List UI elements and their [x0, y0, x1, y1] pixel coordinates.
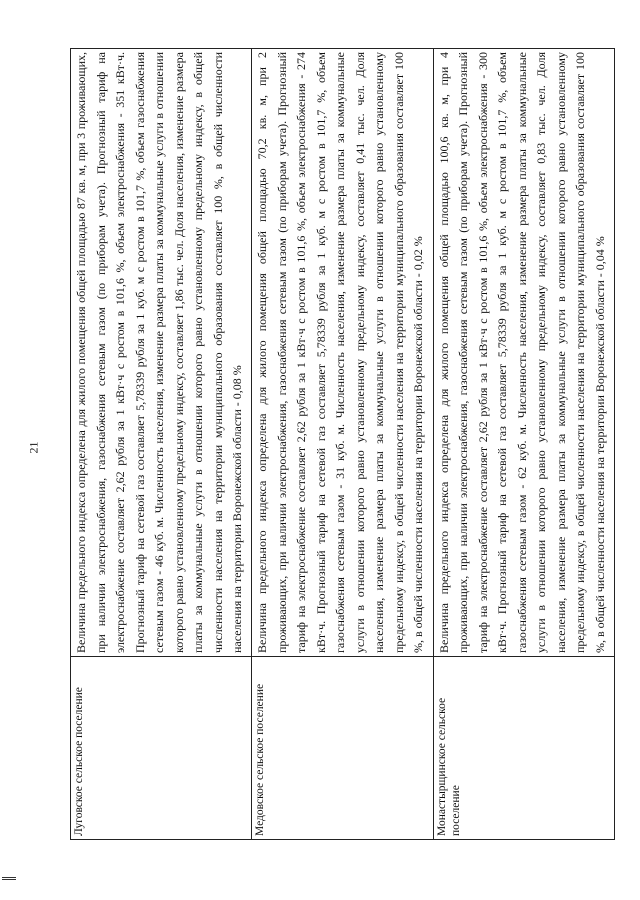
index-description: Величина предельного индекса определена для жилого помещения общей площадью 100,6 кв. м, при 4 проживающих, при наличии электроснабжения, газоснабжения сетевым газом (по приборам учета). Прогнозный тариф на электроснабжение составляет 2,62 рубля за 1 кВт·ч с ростом в 101,6 %, объем электроснабжения - 300 кВт·ч. Прогнозный тариф на сетевой газ составляет 5,78339 рубля за 1 куб. м с ростом в 101,7 %, объем газоснабжения сетевым газом - 62 куб. м. Численность населения, изменение размера платы за коммунальные услуги в отношении которого равно установленному предельному индексу, составляет 0,83 тыс. чел. Доля населения, изменение размера платы за коммунальные услуги в отношении которого равно установленному предельному индексу, в общей численности населения на территории муниципального образования составляет 100 %, в общей численности населения на территории Воронежской области - 0,04 %	[433, 49, 614, 657]
settlement-name: Луговское сельское поселение	[71, 657, 252, 840]
index-description: Величина предельного индекса определена для жилого помещения общей площадью 87 кв. м, при 3 проживающих, при наличии электроснабжения, газоснабжения сетевым газом (по приборам учета). Прогнозный тариф на электроснабжение составляет 2,62 рубля за 1 кВт·ч с ростом в 101,6 %, объем электроснабжения - 351 кВт·ч. Прогнозный тариф на сетевой газ составляет 5,78339 рубля за 1 куб. м с ростом в 101,7 %, объем газоснабжения сетевым газом - 46 куб. м. Численность населения, изменение размера платы за коммунальные услуги в отношении которого равно установленному предельному индексу, составляет 1,86 тыс. чел. Доля населения, изменение размера платы за коммунальные услуги в отношении которого равно установленному предельному индексу, в общей численности населения на территории муниципального образования составляет 100 %, в общей численности населения на территории Воронежской области - 0,08 %	[71, 49, 252, 657]
page-number: 21	[26, 441, 41, 454]
settlement-name: Медовское сельское поселение	[252, 657, 433, 840]
table-row	[252, 49, 433, 840]
corner-rule	[2, 877, 16, 878]
rotated-page	[70, 48, 615, 840]
table-row	[71, 49, 252, 840]
index-description: Величина предельного индекса определена для жилого помещения общей площадью 70,2 кв. м, при 2 проживающих, при наличии электроснабжения, газоснабжения сетевым газом (по приборам учета). Прогнозный тариф на электроснабжение составляет 2,62 рубля за 1 кВт·ч с ростом в 101,6 %, объем электроснабжения - 274 кВт·ч. Прогнозный тариф на сетевой газ составляет 5,78339 рубля за 1 куб. м с ростом в 101,7 %, объем газоснабжения сетевым газом - 31 куб. м. Численность населения, изменение размера платы за коммунальные услуги в отношении которого равно установленному предельному индексу, составляет 0,41 тыс. чел. Доля населения, изменение размера платы за коммунальные услуги в отношении которого равно установленному предельному индексу, в общей численности населения на территории муниципального образования составляет 100 %, в общей численности населения на территории Воронежской области - 0,02 %	[252, 49, 433, 657]
corner-rule	[2, 879, 16, 880]
settlement-name: Монастырщинское сельское поселение	[433, 657, 614, 840]
settlements-table	[70, 48, 615, 840]
table-row	[433, 49, 614, 840]
